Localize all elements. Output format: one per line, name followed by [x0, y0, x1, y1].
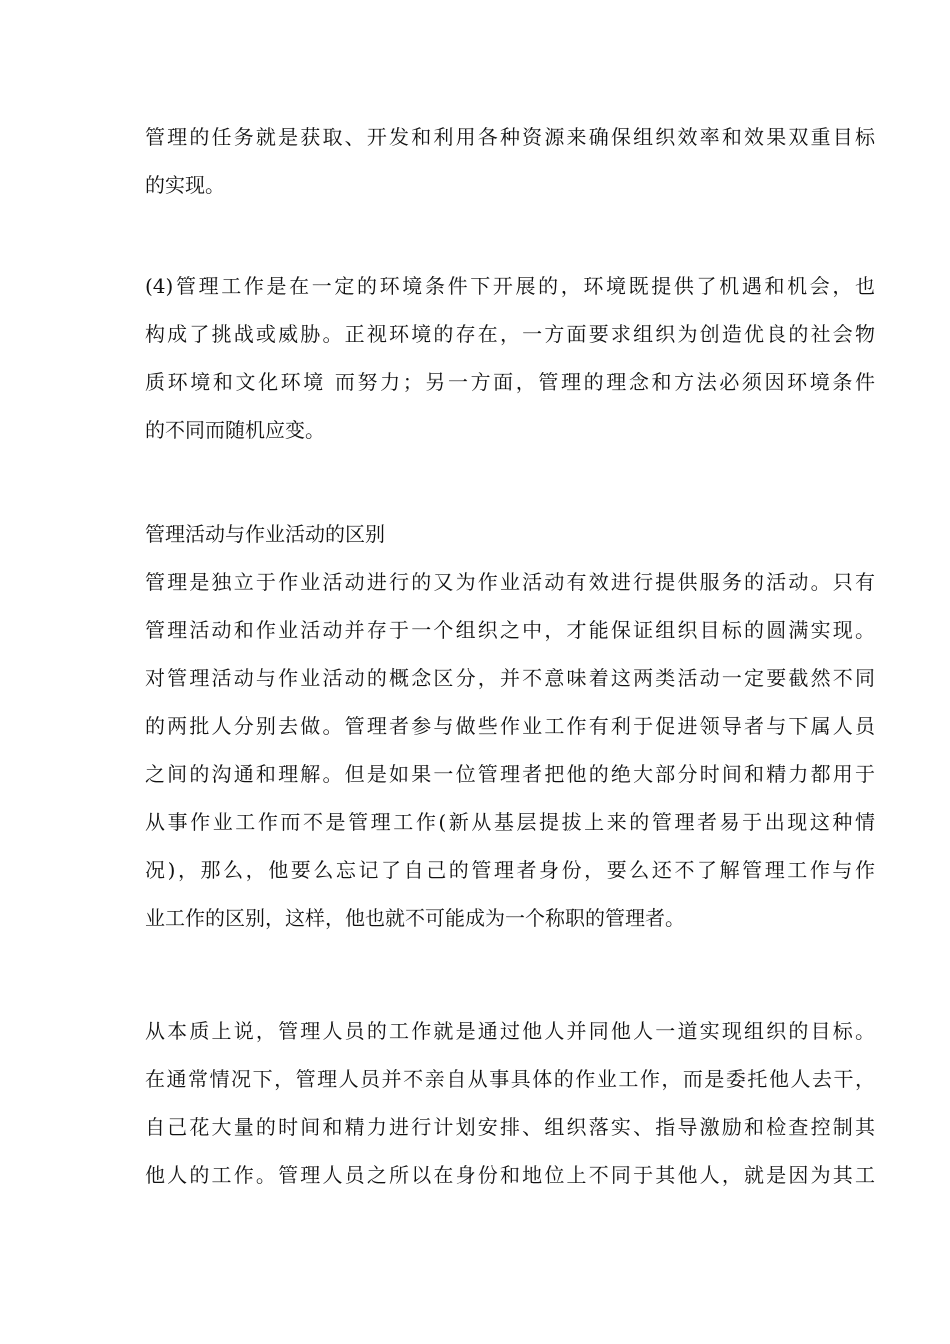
text-line: 管理是独立于作业活动进行的又为作业活动有效进行提供服务的活动。只有 [145, 570, 875, 594]
paragraph-task-of-management [145, 113, 875, 209]
section-management-vs-operations [145, 510, 875, 942]
text-line: 的实现。 [145, 173, 225, 197]
text-line: 业工作的区别，这样，他也就不可能成为一个称职的管理者。 [145, 906, 685, 930]
text-line: 构成了挑战或威胁。正视环境的存在，一方面要求组织为创造优良的社会物 [145, 322, 875, 346]
text-line: 从本质上说，管理人员的工作就是通过他人并同他人一道实现组织的目标。 [145, 1019, 875, 1043]
text-line: 他人的工作。管理人员之所以在身份和地位上不同于其他人，就是因为其工 [145, 1163, 875, 1187]
paragraph-environment [145, 262, 875, 454]
text-line: (4)管理工作是在一定的环境条件下开展的，环境既提供了机遇和机会，也 [145, 274, 875, 298]
text-line: 的两批人分别去做。管理者参与做些作业工作有利于促进领导者与下属人员 [145, 714, 875, 738]
text-line: 在通常情况下，管理人员并不亲自从事具体的作业工作，而是委托他人去干， [145, 1067, 875, 1091]
text-line: 质环境和文化环境 而努力；另一方面，管理的理念和方法必须因环境条件 [145, 370, 875, 394]
section-heading: 管理活动与作业活动的区别 [145, 522, 385, 546]
text-line: 的不同而随机应变。 [145, 418, 325, 442]
text-line: 自己花大量的时间和精力进行计划安排、组织落实、指导激励和检查控制其 [145, 1115, 875, 1139]
text-line: 管理的任务就是获取、开发和利用各种资源来确保组织效率和效果双重目标 [145, 125, 875, 149]
paragraph-essence-of-management [145, 1007, 875, 1199]
text-line: 况)，那么，他要么忘记了自己的管理者身份，要么还不了解管理工作与作 [145, 858, 875, 882]
text-line: 从事作业工作而不是管理工作(新从基层提拔上来的管理者易于出现这种情 [145, 810, 875, 834]
text-line: 管理活动和作业活动并存于一个组织之中，才能保证组织目标的圆满实现。 [145, 618, 875, 642]
text-line: 之间的沟通和理解。但是如果一位管理者把他的绝大部分时间和精力都用于 [145, 762, 875, 786]
text-line: 对管理活动与作业活动的概念区分，并不意味着这两类活动一定要截然不同 [145, 666, 875, 690]
